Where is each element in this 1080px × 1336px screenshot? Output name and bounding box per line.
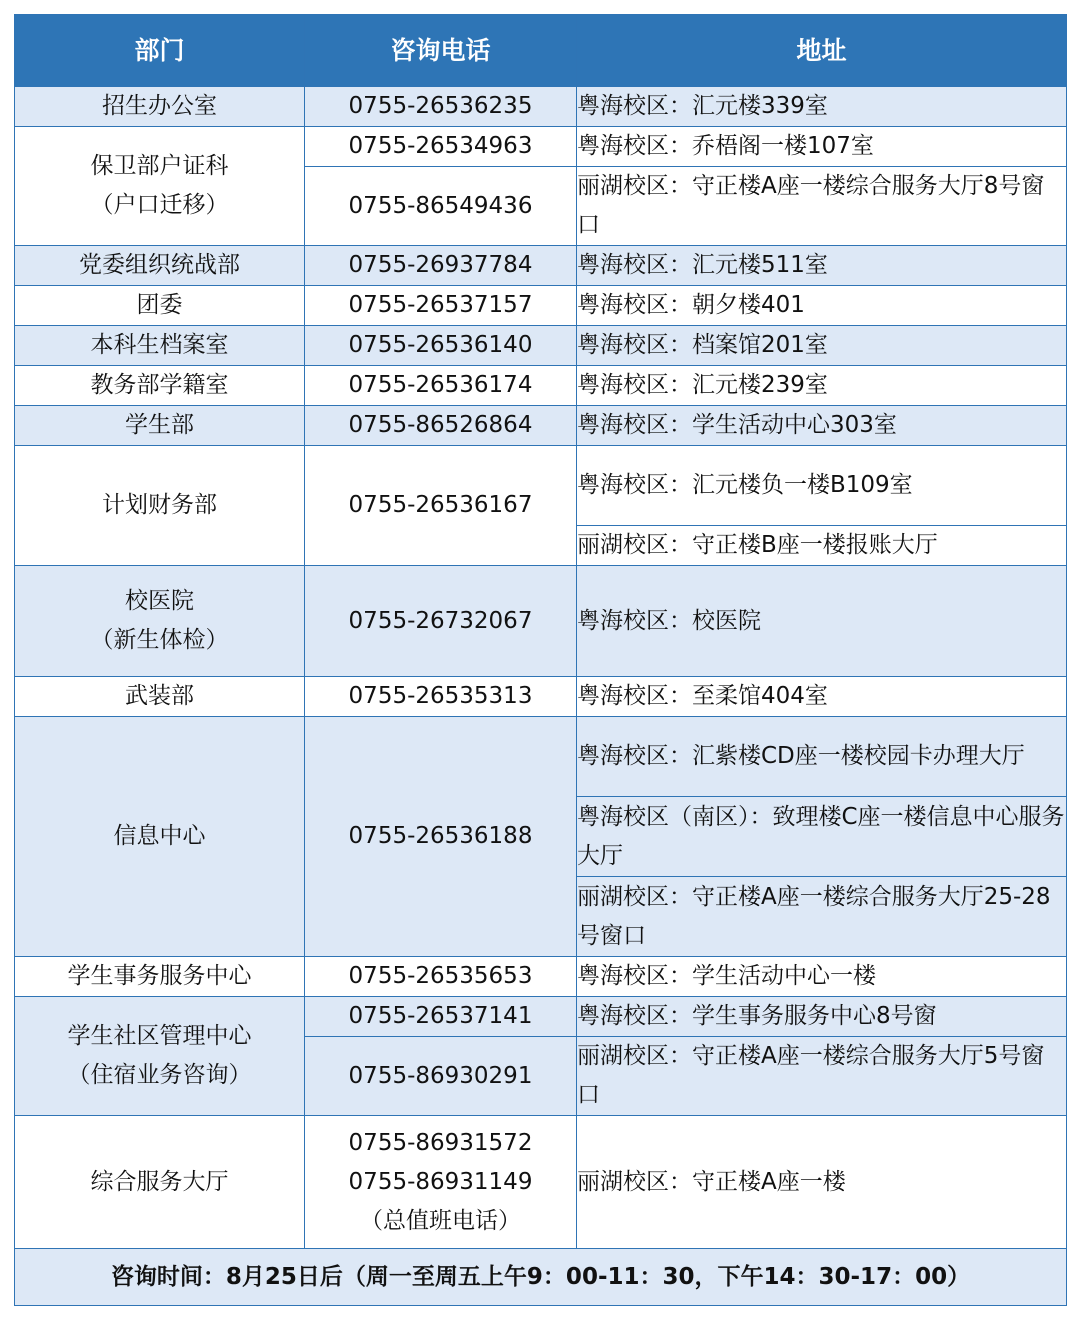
dept-cell: 本科生档案室	[15, 326, 305, 366]
address-cell: 粤海校区：汇紫楼CD座一楼校园卡办理大厅	[577, 717, 1067, 797]
table-row	[15, 446, 1067, 526]
table-row	[15, 957, 1067, 997]
address-cell: 粤海校区：至柔馆404室	[577, 677, 1067, 717]
phone-cell: 0755-26937784	[305, 246, 577, 286]
address-cell: 丽湖校区：守正楼B座一楼报账大厅	[577, 526, 1067, 566]
dept-cell: 教务部学籍室	[15, 366, 305, 406]
address-cell: 粤海校区：汇元楼239室	[577, 366, 1067, 406]
table-row	[15, 366, 1067, 406]
table-row	[15, 286, 1067, 326]
phone-cell: 0755-26535313	[305, 677, 577, 717]
footer-row	[15, 1249, 1067, 1306]
header-dept: 部门	[15, 15, 305, 87]
header-address: 地址	[577, 15, 1067, 87]
address-cell: 粤海校区：汇元楼511室	[577, 246, 1067, 286]
address-cell: 粤海校区（南区）：致理楼C座一楼信息中心服务大厅	[577, 797, 1067, 877]
dept-note: （新生体检）	[90, 627, 229, 653]
address-cell: 丽湖校区：守正楼A座一楼	[577, 1116, 1067, 1249]
header-phone: 咨询电话	[305, 15, 577, 87]
dept-cell: 信息中心	[15, 717, 305, 957]
dept-cell	[15, 997, 305, 1116]
phone-cell: 0755-86930291	[305, 1037, 577, 1116]
table-row	[15, 1116, 1067, 1249]
consultation-hours: 咨询时间：8月25日后（周一至周五上午9：00-11：30，下午14：30-17：00）	[15, 1249, 1067, 1306]
dept-name: 保卫部户证科	[90, 153, 229, 179]
phone-line: 0755-86931572	[348, 1129, 533, 1156]
address-cell: 粤海校区：朝夕楼401	[577, 286, 1067, 326]
phone-cell: 0755-26537141	[305, 997, 577, 1037]
address-cell: 丽湖校区：守正楼A座一楼综合服务大厅5号窗口	[577, 1037, 1067, 1116]
dept-cell: 计划财务部	[15, 446, 305, 566]
dept-cell	[15, 566, 305, 677]
table-row	[15, 997, 1067, 1037]
table-row	[15, 246, 1067, 286]
dept-name: 学生社区管理中心	[67, 1023, 252, 1049]
dept-note: （户口迁移）	[90, 192, 229, 218]
table-row	[15, 127, 1067, 167]
address-cell: 粤海校区：学生活动中心一楼	[577, 957, 1067, 997]
phone-cell: 0755-26536174	[305, 366, 577, 406]
dept-name: 校医院	[125, 588, 194, 614]
phone-cell	[305, 1116, 577, 1249]
phone-cell: 0755-26536188	[305, 717, 577, 957]
table-row	[15, 406, 1067, 446]
phone-cell: 0755-86549436	[305, 167, 577, 246]
phone-cell: 0755-26535653	[305, 957, 577, 997]
dept-cell: 武装部	[15, 677, 305, 717]
table-row	[15, 87, 1067, 127]
phone-note: （总值班电话）	[360, 1207, 521, 1234]
table-row	[15, 677, 1067, 717]
phone-cell: 0755-26536167	[305, 446, 577, 566]
address-cell: 丽湖校区：守正楼A座一楼综合服务大厅25-28号窗口	[577, 877, 1067, 957]
dept-note: （住宿业务咨询）	[67, 1062, 252, 1088]
dept-cell: 团委	[15, 286, 305, 326]
phone-cell: 0755-26536235	[305, 87, 577, 127]
phone-cell: 0755-26534963	[305, 127, 577, 167]
address-cell: 丽湖校区：守正楼A座一楼综合服务大厅8号窗口	[577, 167, 1067, 246]
phone-cell: 0755-26536140	[305, 326, 577, 366]
dept-cell: 学生事务服务中心	[15, 957, 305, 997]
address-cell: 粤海校区：乔梧阁一楼107室	[577, 127, 1067, 167]
table-row	[15, 326, 1067, 366]
phone-line: 0755-86931149	[348, 1168, 533, 1195]
table-row	[15, 566, 1067, 677]
phone-cell: 0755-86526864	[305, 406, 577, 446]
address-cell: 粤海校区：汇元楼339室	[577, 87, 1067, 127]
contact-directory-table	[14, 14, 1067, 1306]
table-row	[15, 717, 1067, 797]
phone-cell: 0755-26732067	[305, 566, 577, 677]
header-row	[15, 15, 1067, 87]
phone-cell: 0755-26537157	[305, 286, 577, 326]
address-cell: 粤海校区：学生事务服务中心8号窗	[577, 997, 1067, 1037]
address-cell: 粤海校区：汇元楼负一楼B109室	[577, 446, 1067, 526]
dept-cell: 招生办公室	[15, 87, 305, 127]
dept-cell: 党委组织统战部	[15, 246, 305, 286]
address-cell: 粤海校区：学生活动中心303室	[577, 406, 1067, 446]
address-cell: 粤海校区：校医院	[577, 566, 1067, 677]
dept-cell: 学生部	[15, 406, 305, 446]
dept-cell: 综合服务大厅	[15, 1116, 305, 1249]
dept-cell	[15, 127, 305, 246]
address-cell: 粤海校区：档案馆201室	[577, 326, 1067, 366]
